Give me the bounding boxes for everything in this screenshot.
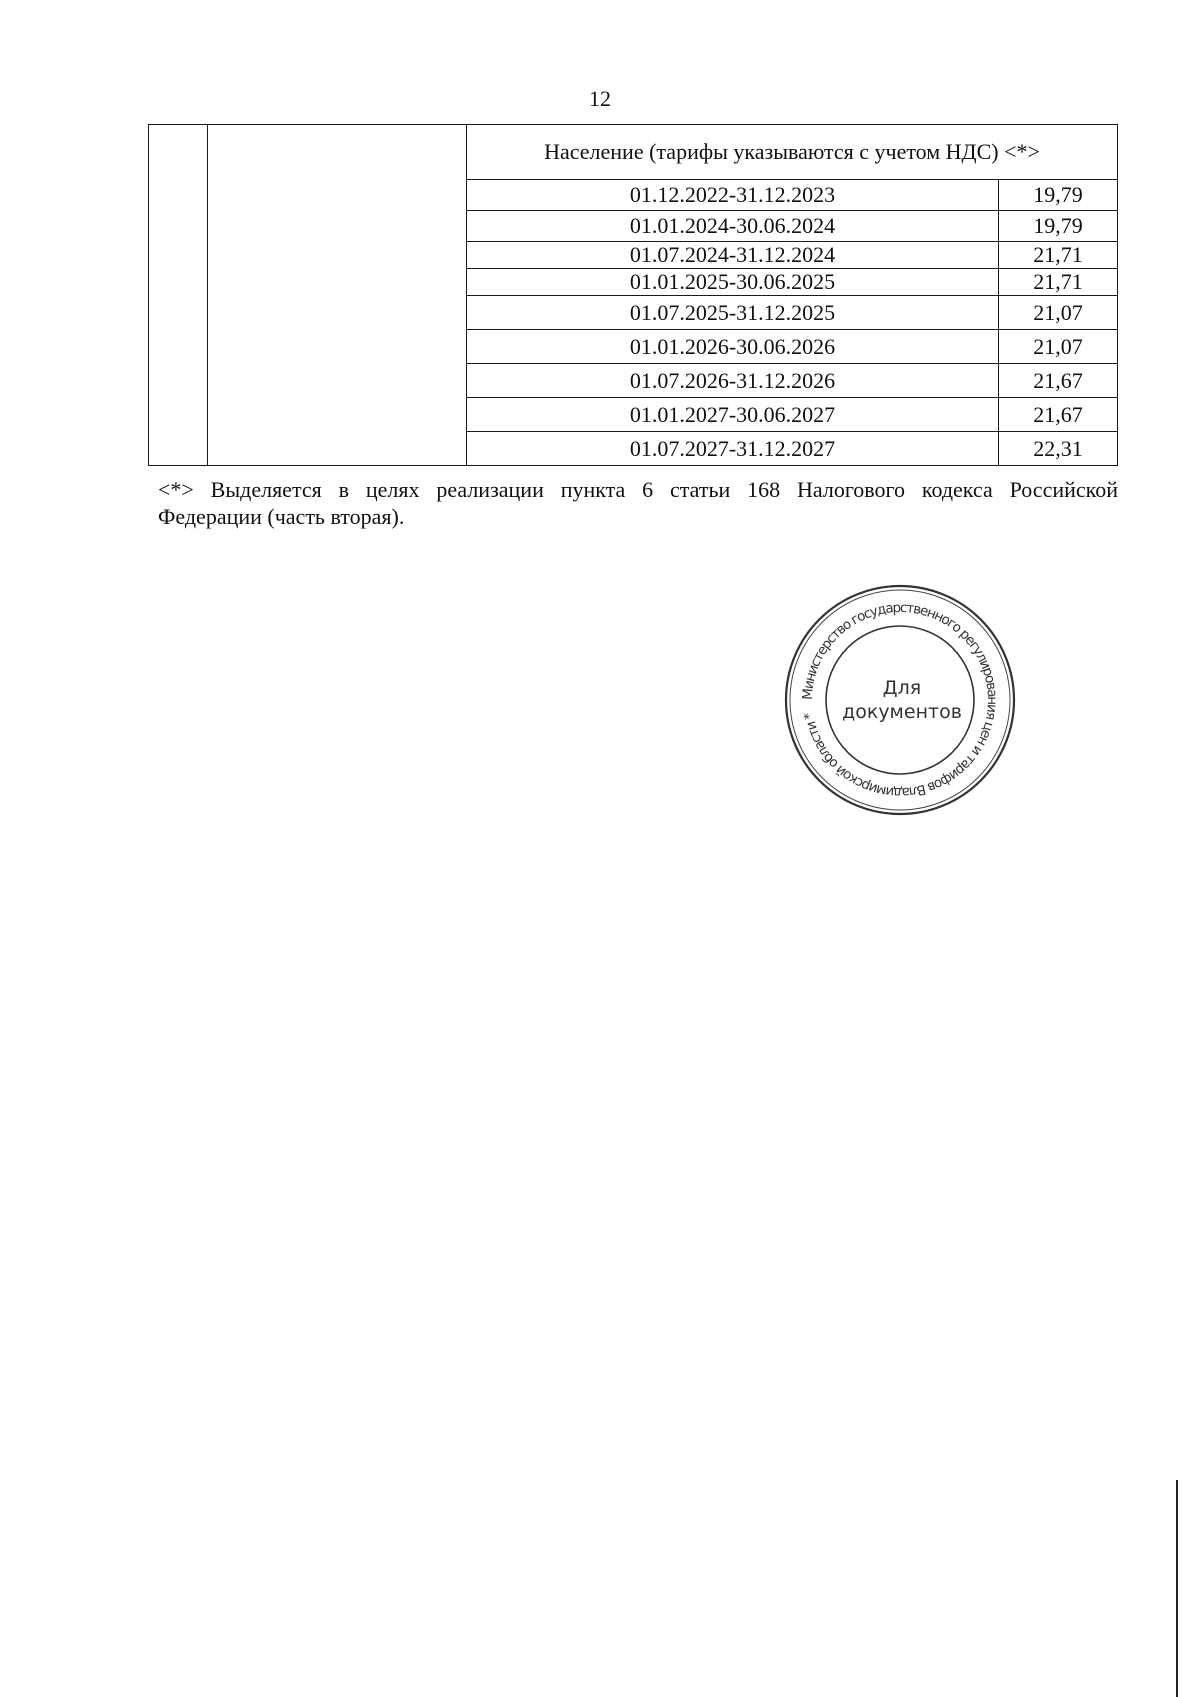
official-stamp	[782, 582, 1018, 818]
scan-edge-line	[1176, 1480, 1178, 1697]
value-cell: 21,71	[999, 269, 1118, 296]
value-cell: 19,79	[999, 211, 1118, 242]
period-cell: 01.01.2027-30.06.2027	[467, 398, 999, 432]
period-cell: 01.07.2027-31.12.2027	[467, 432, 999, 466]
stamp-inner-ring	[826, 626, 974, 774]
table-header: Население (тарифы указываются с учетом НДС) <*>	[467, 125, 1118, 180]
stamp-center-line-1: Для	[882, 677, 922, 699]
table-header-row	[149, 125, 1118, 180]
period-cell: 01.07.2024-31.12.2024	[467, 242, 999, 269]
value-cell: 21,07	[999, 296, 1118, 330]
value-cell: 21,67	[999, 364, 1118, 398]
empty-column-1	[149, 125, 208, 466]
value-cell: 22,31	[999, 432, 1118, 466]
value-cell: 21,71	[999, 242, 1118, 269]
period-cell: 01.01.2026-30.06.2026	[467, 330, 999, 364]
footnote	[158, 476, 1118, 530]
stamp-center-line-2: документов	[842, 701, 962, 723]
value-cell: 21,67	[999, 398, 1118, 432]
tariff-table	[148, 124, 1118, 466]
period-cell: 01.01.2024-30.06.2024	[467, 211, 999, 242]
footnote-line-2: Федерации (часть вторая).	[158, 504, 405, 529]
period-cell: 01.07.2025-31.12.2025	[467, 296, 999, 330]
stamp-outer-ring	[786, 586, 1014, 814]
page-number: 12	[589, 86, 611, 111]
value-cell: 21,07	[999, 330, 1118, 364]
stamp-ring-text: Министерство государственного регулирования цен и тарифов Владимирской области *	[799, 599, 1001, 801]
empty-column-2	[208, 125, 467, 466]
period-cell: 01.07.2026-31.12.2026	[467, 364, 999, 398]
footnote-line-1: <*> Выделяется в целях реализации пункта 6 статьи 168 Налогового кодекса Российской	[158, 477, 1118, 502]
stamp-outer-ring-inner	[790, 590, 1010, 810]
value-cell: 19,79	[999, 180, 1118, 211]
period-cell: 01.12.2022-31.12.2023	[467, 180, 999, 211]
period-cell: 01.01.2025-30.06.2025	[467, 269, 999, 296]
